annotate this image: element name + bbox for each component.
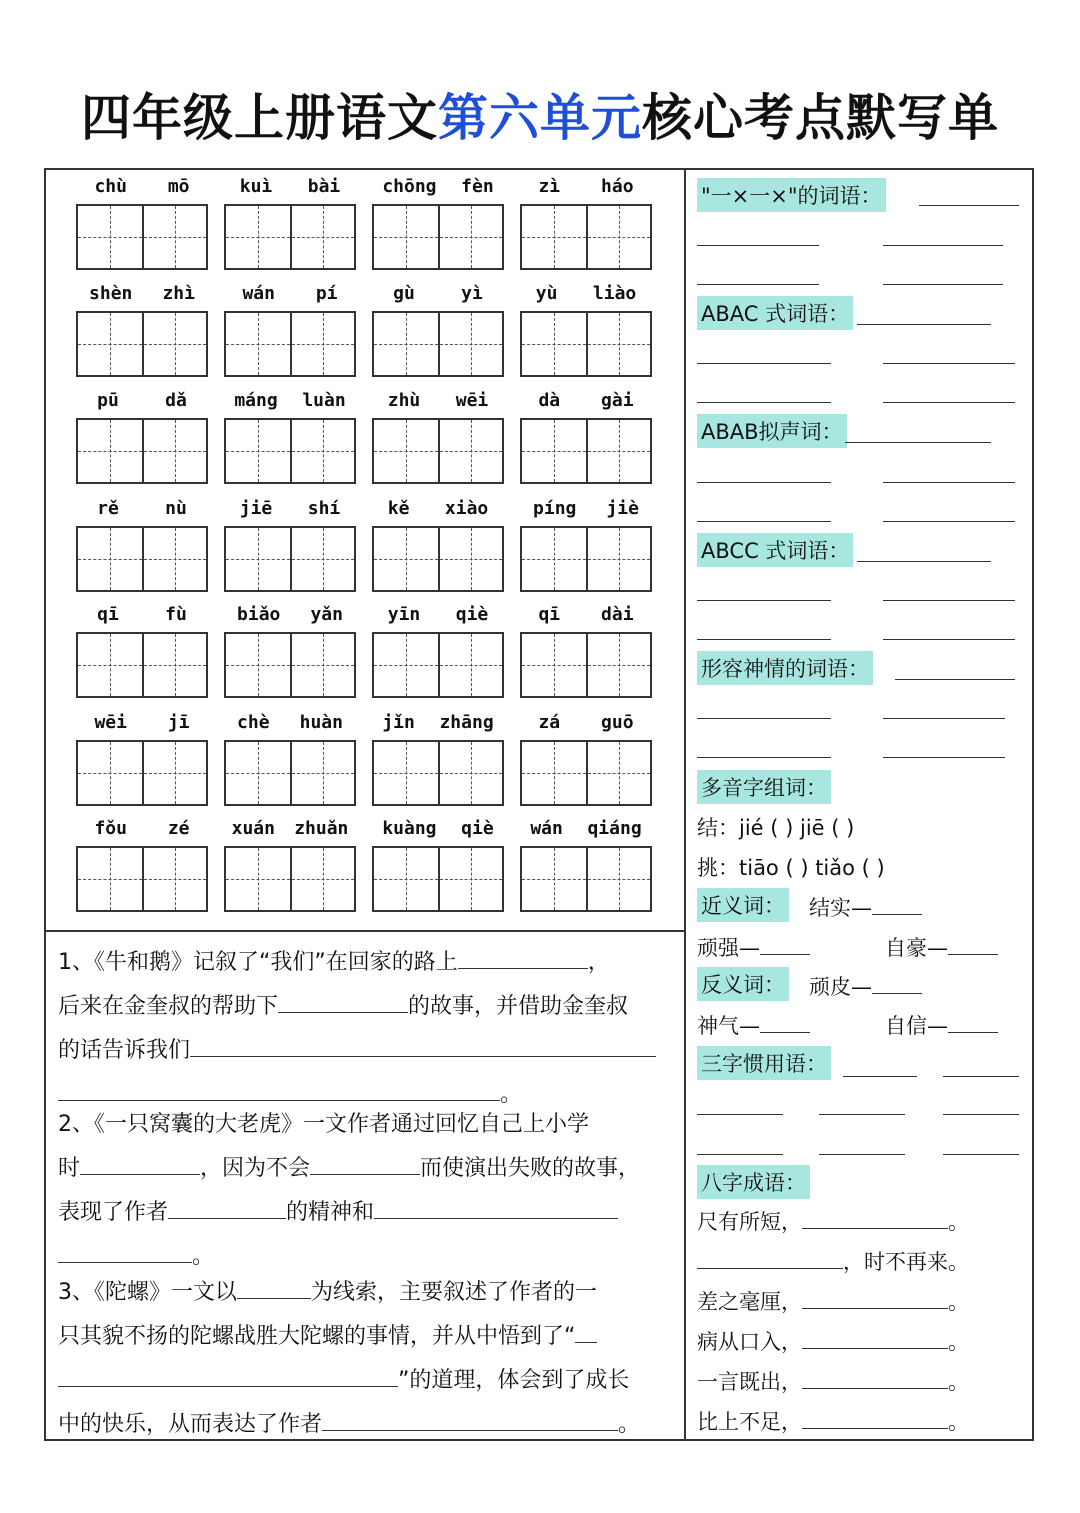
pinyin-syllable: gài [601, 390, 634, 411]
pinyin-syllable: wēi [94, 712, 127, 733]
pinyin-label [518, 176, 654, 202]
writing-cell[interactable] [522, 634, 586, 696]
writing-cell[interactable] [290, 528, 354, 590]
writing-box[interactable] [520, 204, 652, 270]
answer-line[interactable] [697, 1154, 783, 1155]
answer-line[interactable] [697, 718, 831, 719]
writing-cell[interactable] [586, 634, 650, 696]
blank[interactable] [58, 1234, 192, 1263]
heading-yi-x-yi-x: "一×一×"的词语： [697, 178, 886, 212]
pinyin-word [74, 712, 210, 812]
pinyin-syllable: luàn [302, 390, 346, 411]
pinyin-syllable: dà [538, 390, 561, 411]
pinyin-word [74, 818, 210, 918]
writing-cell[interactable] [438, 206, 502, 268]
answer-line[interactable] [883, 600, 1015, 601]
writing-box[interactable] [224, 204, 356, 270]
idiom-3: 差之毫厘， 。 [697, 1290, 969, 1314]
writing-cell[interactable] [374, 848, 438, 910]
pinyin-syllable: bài [307, 176, 341, 197]
writing-cell[interactable] [142, 420, 206, 482]
writing-cell[interactable] [438, 848, 502, 910]
writing-cell[interactable] [78, 634, 142, 696]
section-divider [44, 930, 685, 932]
writing-cell[interactable] [142, 848, 206, 910]
idiom-4: 病从口入， 。 [697, 1330, 969, 1354]
pinyin-word [518, 712, 654, 812]
heading-eight-char: 八字成语： [697, 1165, 810, 1199]
heading-abac: ABAC 式词语： [697, 296, 853, 330]
writing-cell[interactable] [290, 742, 354, 804]
pinyin-syllable: kě [387, 498, 410, 519]
pinyin-row [74, 176, 674, 272]
pinyin-word [370, 712, 506, 812]
writing-box[interactable] [372, 846, 504, 912]
idiom-5: 一言既出， 。 [697, 1370, 969, 1394]
writing-cell[interactable] [78, 206, 142, 268]
idiom-2: ，时不再来。 [697, 1246, 969, 1276]
pinyin-word [518, 818, 654, 918]
pinyin-syllable: dǎ [165, 390, 187, 411]
pinyin-label [370, 712, 506, 738]
heading-expression: 形容神情的词语： [697, 651, 873, 685]
answer-line[interactable] [857, 561, 991, 562]
pinyin-label [518, 712, 654, 738]
writing-cell[interactable] [142, 313, 206, 375]
writing-box[interactable] [224, 418, 356, 484]
pinyin-syllable: huàn [299, 712, 343, 733]
pinyin-syllable: fù [165, 604, 187, 625]
answer-line[interactable] [843, 1076, 917, 1077]
writing-box[interactable] [76, 526, 208, 592]
pinyin-word [370, 498, 506, 598]
blank[interactable] [310, 1146, 420, 1175]
pinyin-label [74, 390, 210, 416]
writing-cell[interactable] [522, 206, 586, 268]
pinyin-word [370, 283, 506, 383]
writing-cell[interactable] [374, 206, 438, 268]
pinyin-label [74, 712, 210, 738]
blank[interactable] [322, 1402, 618, 1431]
answer-line[interactable] [857, 324, 991, 325]
writing-box[interactable] [76, 632, 208, 698]
writing-cell[interactable] [78, 420, 142, 482]
answer-line[interactable] [697, 521, 831, 522]
pinyin-row [74, 498, 674, 594]
writing-cell[interactable] [522, 313, 586, 375]
answer-line[interactable] [883, 402, 1015, 403]
pinyin-label [370, 818, 506, 844]
writing-cell[interactable] [438, 420, 502, 482]
answer-line[interactable] [697, 402, 831, 403]
blank[interactable] [575, 1314, 597, 1343]
writing-box[interactable] [76, 204, 208, 270]
pinyin-label [74, 498, 210, 524]
question-1: 1、《牛和鹅》记叙了“我们”在回家的路上 ， 后来在金奎叔的帮助下 的故事，并借助金奎叔 的话告诉我们 。 [58, 940, 672, 1116]
answer-line[interactable] [883, 757, 1005, 758]
pinyin-label [370, 176, 506, 202]
writing-box[interactable] [520, 740, 652, 806]
writing-box[interactable] [520, 418, 652, 484]
polyphone-tiao: 挑：tiāo ( ) tiǎo ( ) [697, 856, 885, 880]
pinyin-syllable: xuán [231, 818, 275, 839]
blank[interactable] [190, 1028, 656, 1057]
idiom-6: 比上不足， 。 [697, 1410, 969, 1434]
writing-cell[interactable] [438, 634, 502, 696]
pinyin-word [222, 176, 358, 276]
pinyin-word [222, 712, 358, 812]
pinyin-word [370, 604, 506, 704]
pinyin-label [74, 176, 210, 202]
blank[interactable] [168, 1190, 286, 1219]
writing-box[interactable] [224, 846, 356, 912]
answer-line[interactable] [697, 600, 831, 601]
pinyin-row [74, 818, 674, 914]
pinyin-syllable: jiè [606, 498, 639, 519]
pinyin-syllable: qī [538, 604, 561, 625]
pinyin-label [518, 283, 654, 309]
pinyin-syllable: liào [592, 283, 637, 304]
writing-box[interactable] [520, 526, 652, 592]
writing-cell[interactable] [142, 742, 206, 804]
writing-cell[interactable] [226, 848, 290, 910]
writing-box[interactable] [372, 526, 504, 592]
pinyin-label [518, 604, 654, 630]
writing-box[interactable] [372, 311, 504, 377]
answer-line[interactable] [819, 1114, 905, 1115]
synonym-1: 结实— [809, 892, 922, 922]
pinyin-syllable: zé [167, 818, 190, 839]
pinyin-label [74, 283, 210, 309]
writing-box[interactable] [520, 846, 652, 912]
pinyin-word [370, 176, 506, 276]
answer-line[interactable] [883, 718, 1005, 719]
writing-cell[interactable] [522, 528, 586, 590]
answer-line[interactable] [819, 1154, 905, 1155]
pinyin-word [74, 498, 210, 598]
page-title: 四年级上册语文第六单元核心考点默写单 [81, 89, 999, 147]
pinyin-syllable: nù [165, 498, 187, 519]
writing-cell[interactable] [78, 742, 142, 804]
writing-box[interactable] [520, 632, 652, 698]
pinyin-syllable: gù [393, 283, 415, 304]
pinyin-label [518, 498, 654, 524]
writing-cell[interactable] [78, 313, 142, 375]
pinyin-syllable: wán [530, 818, 563, 839]
pinyin-row [74, 712, 674, 808]
answer-line[interactable] [895, 679, 1015, 680]
writing-box[interactable] [372, 632, 504, 698]
heading-antonym: 反义词： [697, 967, 789, 1001]
writing-cell[interactable] [78, 848, 142, 910]
writing-box[interactable] [372, 204, 504, 270]
answer-line[interactable] [697, 363, 831, 364]
answer-line[interactable] [943, 1154, 1019, 1155]
answer-line[interactable] [943, 1076, 1019, 1077]
writing-cell[interactable] [290, 634, 354, 696]
pinyin-syllable: yì [461, 283, 483, 304]
question-2: 2、《一只窝囊的大老虎》一文作者通过回忆自己上小学 时 ，因为不会 而使演出失败的故事， 表现了作者 的精神和 。 [58, 1112, 641, 1269]
writing-cell[interactable] [226, 420, 290, 482]
pinyin-syllable: zhuǎn [294, 818, 349, 839]
pinyin-syllable: zhù [387, 390, 421, 411]
answer-line[interactable] [883, 363, 1015, 364]
pinyin-word [222, 498, 358, 598]
pinyin-label [222, 712, 358, 738]
writing-cell[interactable] [142, 634, 206, 696]
writing-cell[interactable] [226, 742, 290, 804]
writing-cell[interactable] [522, 848, 586, 910]
pinyin-syllable: fèn [461, 176, 494, 197]
pinyin-syllable: wēi [455, 390, 489, 411]
writing-cell[interactable] [586, 206, 650, 268]
writing-cell[interactable] [142, 528, 206, 590]
pinyin-word [74, 390, 210, 490]
heading-polyphone: 多音字组词： [697, 770, 831, 804]
antonym-1: 顽皮— [809, 971, 922, 1001]
pinyin-word [74, 283, 210, 383]
answer-line[interactable] [883, 482, 1015, 483]
pinyin-label [74, 818, 210, 844]
pinyin-syllable: zhì [162, 283, 195, 304]
writing-cell[interactable] [438, 528, 502, 590]
writing-cell[interactable] [586, 313, 650, 375]
writing-cell[interactable] [586, 742, 650, 804]
pinyin-syllable: zhāng [439, 712, 494, 733]
pinyin-label [222, 390, 358, 416]
pinyin-syllable: rě [97, 498, 119, 519]
pinyin-syllable: wán [242, 283, 275, 304]
pinyin-word [222, 390, 358, 490]
pinyin-syllable: shèn [89, 283, 133, 304]
pinyin-syllable: jī [167, 712, 190, 733]
column-divider [684, 168, 686, 1441]
pinyin-label [74, 604, 210, 630]
writing-box[interactable] [224, 632, 356, 698]
heading-three-char: 三字惯用语： [697, 1046, 831, 1080]
idiom-1: 尺有所短， 。 [697, 1210, 969, 1234]
pinyin-row [74, 390, 674, 486]
writing-cell[interactable] [374, 528, 438, 590]
pinyin-syllable: yù [535, 283, 558, 304]
pinyin-word [518, 390, 654, 490]
pinyin-label [518, 390, 654, 416]
answer-line[interactable] [697, 245, 819, 246]
pinyin-label [370, 604, 506, 630]
writing-box[interactable] [224, 311, 356, 377]
pinyin-syllable: qiè [455, 604, 489, 625]
pinyin-syllable: kuì [239, 176, 273, 197]
writing-cell[interactable] [522, 420, 586, 482]
pinyin-syllable: chōng [382, 176, 437, 197]
heading-abcc: ABCC 式词语： [697, 533, 853, 567]
pinyin-syllable: máng [234, 390, 278, 411]
writing-cell[interactable] [290, 313, 354, 375]
synonym-3: 自豪— [885, 932, 998, 962]
writing-cell[interactable] [586, 528, 650, 590]
answer-line[interactable] [883, 639, 1015, 640]
writing-cell[interactable] [226, 634, 290, 696]
blank[interactable] [458, 940, 588, 969]
writing-box[interactable] [76, 740, 208, 806]
pinyin-syllable: yǎn [310, 604, 343, 625]
pinyin-word [518, 604, 654, 704]
writing-cell[interactable] [438, 742, 502, 804]
pinyin-label [370, 498, 506, 524]
pinyin-syllable: xiào [444, 498, 489, 519]
answer-line[interactable] [943, 1114, 1019, 1115]
pinyin-word [518, 283, 654, 383]
pinyin-word [74, 604, 210, 704]
writing-box[interactable] [520, 311, 652, 377]
writing-cell[interactable] [142, 206, 206, 268]
blank[interactable] [58, 1072, 500, 1101]
writing-cell[interactable] [438, 313, 502, 375]
answer-line[interactable] [883, 521, 1015, 522]
writing-cell[interactable] [374, 634, 438, 696]
blank[interactable] [278, 984, 408, 1013]
pinyin-word [74, 176, 210, 276]
pinyin-word [518, 176, 654, 276]
blank[interactable] [58, 1358, 398, 1387]
writing-box[interactable] [372, 740, 504, 806]
pinyin-syllable: yīn [387, 604, 421, 625]
writing-cell[interactable] [374, 313, 438, 375]
answer-line[interactable] [883, 245, 1003, 246]
pinyin-syllable: qiè [461, 818, 494, 839]
pinyin-syllable: biǎo [237, 604, 281, 625]
pinyin-word [370, 390, 506, 490]
question-3: 3、《陀螺》一文以 为线索，主要叙述了作者的一 只其貌不扬的陀螺战胜大陀螺的事情，并从中悟到了“ ”的道理，体会到了成长 中的快乐，从而表达了作者 。 [58, 1270, 672, 1446]
antonym-2: 神气— [697, 1010, 810, 1040]
pinyin-label [518, 818, 654, 844]
pinyin-row [74, 283, 674, 379]
pinyin-syllable: zá [538, 712, 561, 733]
pinyin-label [222, 176, 358, 202]
writing-box[interactable] [372, 418, 504, 484]
synonym-2: 顽强— [697, 932, 810, 962]
pinyin-label [370, 283, 506, 309]
answer-line[interactable] [697, 757, 831, 758]
pinyin-label [222, 283, 358, 309]
pinyin-word [518, 498, 654, 598]
pinyin-word [222, 604, 358, 704]
writing-cell[interactable] [290, 420, 354, 482]
blank[interactable] [80, 1146, 200, 1175]
pinyin-syllable: chè [237, 712, 270, 733]
writing-box[interactable] [76, 418, 208, 484]
writing-cell[interactable] [226, 206, 290, 268]
pinyin-syllable: kuàng [382, 818, 437, 839]
answer-line[interactable] [697, 482, 831, 483]
pinyin-syllable: jiē [239, 498, 273, 519]
answer-line[interactable] [697, 639, 831, 640]
pinyin-label [222, 498, 358, 524]
answer-line[interactable] [845, 442, 991, 443]
answer-line[interactable] [697, 1114, 783, 1115]
pinyin-label [222, 604, 358, 630]
pinyin-syllable: chù [94, 176, 127, 197]
pinyin-label [370, 390, 506, 416]
writing-cell[interactable] [290, 848, 354, 910]
antonym-3: 自信— [885, 1010, 998, 1040]
writing-box[interactable] [76, 846, 208, 912]
writing-cell[interactable] [374, 742, 438, 804]
pinyin-syllable: háo [601, 176, 634, 197]
writing-cell[interactable] [290, 206, 354, 268]
pinyin-syllable: píng [533, 498, 577, 519]
writing-cell[interactable] [522, 742, 586, 804]
blank[interactable] [237, 1270, 311, 1299]
writing-cell[interactable] [586, 848, 650, 910]
pinyin-word [222, 283, 358, 383]
writing-cell[interactable] [226, 313, 290, 375]
pinyin-row [74, 604, 674, 700]
pinyin-syllable: qiáng [587, 818, 642, 839]
answer-line[interactable] [883, 284, 1003, 285]
pinyin-syllable: guō [601, 712, 634, 733]
pinyin-syllable: qī [97, 604, 119, 625]
answer-line[interactable] [919, 205, 1019, 206]
heading-synonym: 近义词： [697, 888, 789, 922]
pinyin-syllable: pū [97, 390, 119, 411]
writing-cell[interactable] [374, 420, 438, 482]
writing-cell[interactable] [226, 528, 290, 590]
pinyin-syllable: jǐn [382, 712, 415, 733]
pinyin-syllable: pí [315, 283, 338, 304]
blank[interactable] [374, 1190, 618, 1219]
answer-line[interactable] [697, 284, 819, 285]
pinyin-word [370, 818, 506, 918]
pinyin-syllable: fǒu [94, 818, 127, 839]
heading-abab: ABAB拟声词： [697, 414, 847, 448]
polyphone-jie: 结：jié ( ) jiē ( ) [697, 816, 855, 840]
pinyin-word [222, 818, 358, 918]
pinyin-syllable: dài [601, 604, 634, 625]
pinyin-label [222, 818, 358, 844]
pinyin-syllable: mō [167, 176, 190, 197]
pinyin-syllable: shí [307, 498, 341, 519]
writing-cell[interactable] [586, 420, 650, 482]
writing-cell[interactable] [78, 528, 142, 590]
writing-box[interactable] [76, 311, 208, 377]
writing-box[interactable] [224, 740, 356, 806]
writing-box[interactable] [224, 526, 356, 592]
pinyin-syllable: zì [538, 176, 561, 197]
